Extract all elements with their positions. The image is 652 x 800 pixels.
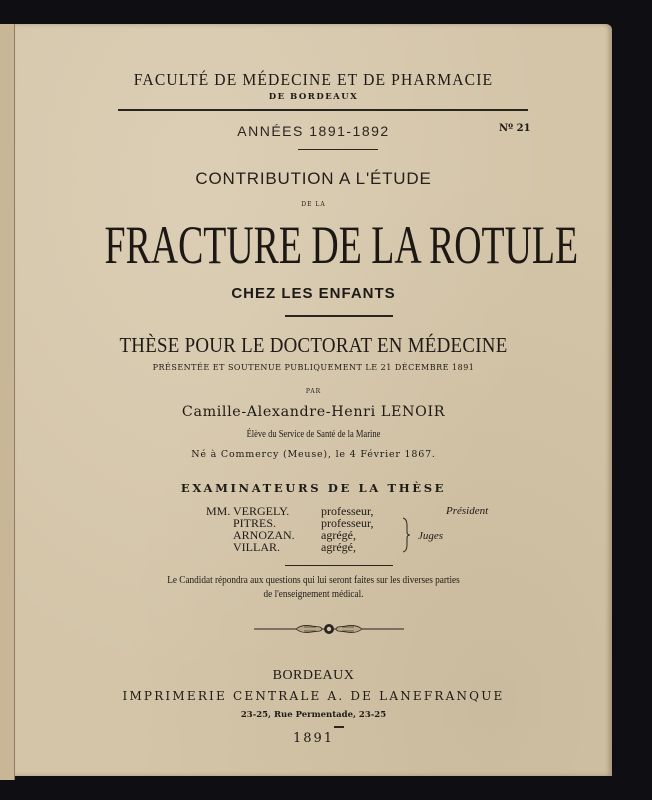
by-label: PAR [305, 388, 322, 395]
imprint-city: BORDEAUX [272, 668, 355, 683]
author-birth: Né à Commercy (Meuse), le 4 Février 1867. [191, 449, 436, 460]
academic-years: ANNÉES 1891-1892 [237, 123, 390, 139]
examiner-title: agrégé, [321, 528, 356, 542]
title-divider [285, 315, 393, 317]
subtitle: CHEZ LES ENFANTS [231, 285, 396, 302]
examiner-role: Président [446, 505, 489, 517]
publication-year: 1891 [292, 731, 335, 746]
previous-page-edge [0, 24, 15, 780]
printer-ornament-icon [254, 622, 404, 636]
header-divider [118, 109, 528, 111]
examiners-prefix: MM. [206, 504, 231, 518]
year-divider [334, 726, 344, 728]
examiners-heading: EXAMINATEURS DE LA THÈSE [180, 482, 447, 495]
thesis-number: Nº 21 [499, 123, 531, 134]
examiner-title: agrégé, [321, 540, 356, 554]
examiner-name: PITRES. [233, 516, 277, 530]
examiner-name: VILLAR. [233, 540, 280, 554]
judges-label: Juges [418, 530, 444, 542]
short-divider [298, 149, 378, 150]
examiners-divider [285, 565, 393, 566]
examiner-name: VERGELY. [233, 504, 290, 518]
faculty-city: DE BORDEAUX [268, 92, 359, 102]
main-title: FRACTURE DE LA ROTULE [104, 215, 579, 275]
presentation-date: PRÉSENTÉE ET SOUTENUE PUBLIQUEMENT LE 21 DÉCEMBRE 1891 [152, 363, 475, 372]
author-name: Camille-Alexandre-Henri LENOIR [181, 404, 446, 420]
pre-title: CONTRIBUTION A L'ÉTUDE [195, 169, 432, 188]
title-connector: DE LA [301, 201, 326, 208]
author-status: Élève du Service de Santé de la Marine [246, 429, 381, 440]
title-page [15, 24, 612, 776]
thesis-type: THÈSE POUR LE DOCTORAT EN MÉDECINE [119, 333, 508, 357]
examiner-name: ARNOZAN. [233, 528, 295, 542]
examiner-title: professeur, [321, 504, 374, 518]
faculty-name: FACULTÉ DE MÉDECINE ET DE PHARMACIE [133, 70, 494, 89]
notice-line-2: de l'enseignement médical. [263, 589, 364, 600]
examiner-title: professeur, [321, 516, 374, 530]
notice-line-1: Le Candidat répondra aux questions qui lui seront faites sur les diverses parties [167, 575, 460, 586]
brace-icon [402, 517, 410, 553]
printer-address: 23-25, Rue Permentade, 23-25 [240, 710, 387, 720]
printer-name: IMPRIMERIE CENTRALE A. DE LANEFRANQUE [122, 689, 505, 703]
